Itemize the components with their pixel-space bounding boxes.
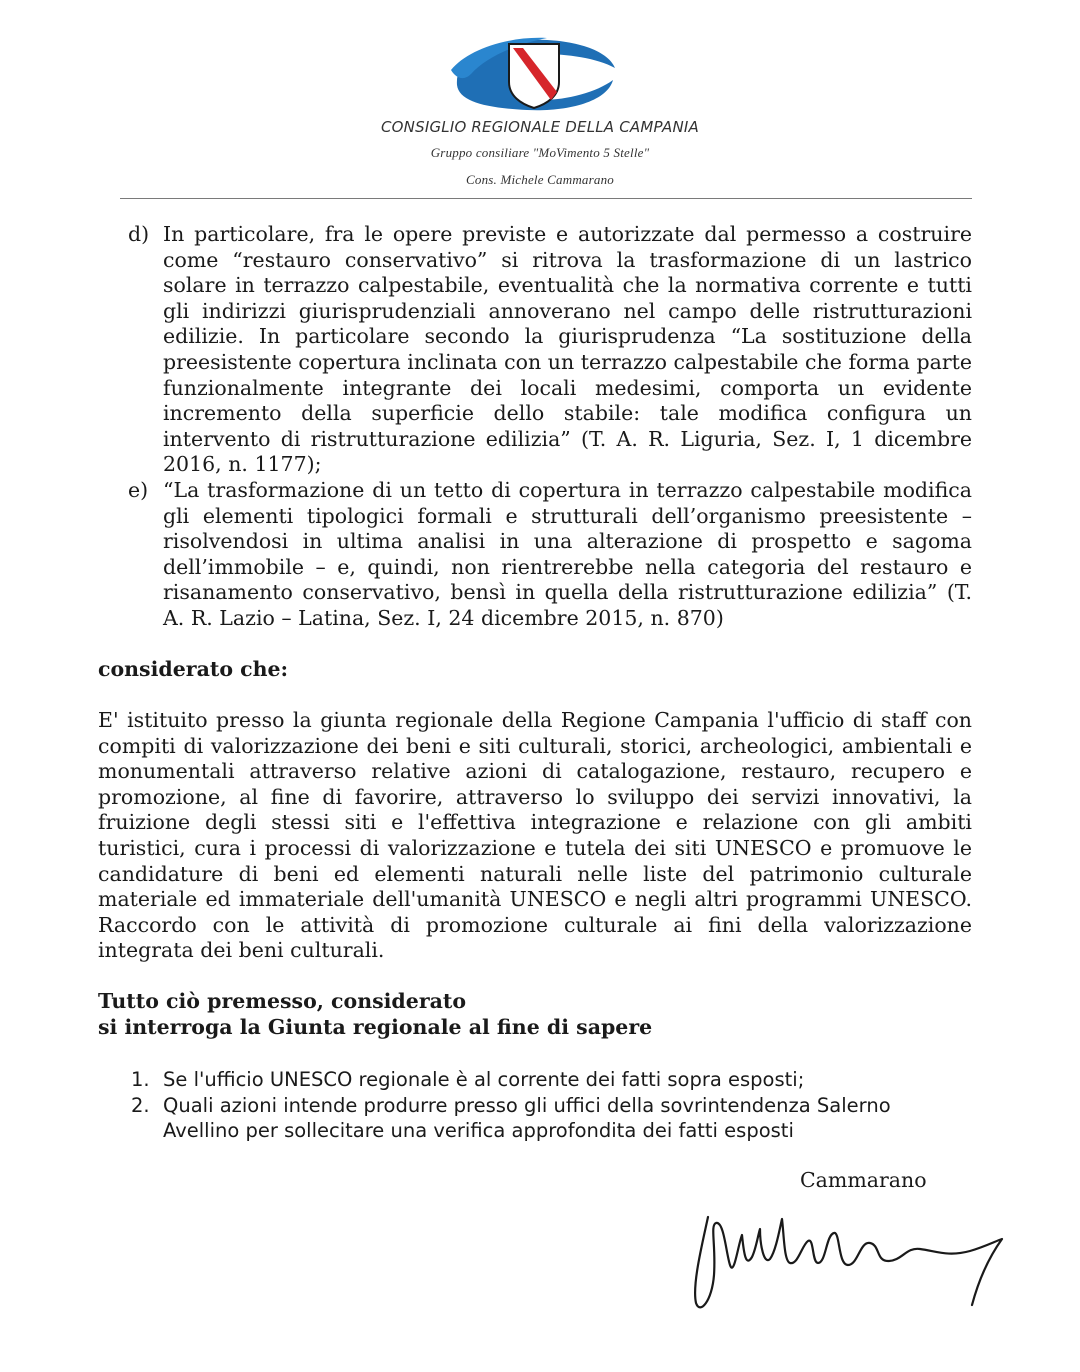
list-marker: d) <box>128 222 150 246</box>
question-item <box>98 1067 972 1093</box>
conclusion-line-1: Tutto ciò premesso, considerato <box>98 989 467 1014</box>
signatory-name: Cammarano <box>800 1168 927 1192</box>
considerato-heading: considerato che: <box>98 656 289 681</box>
considerato-paragraph: E' istituito presso la giunta regionale della Regione Campania l'ufficio di staff con compiti di valorizzazione dei beni e siti culturali, storici, archeologici, ambientali e monumentali attraverso relative azioni di catalogazione, restauro, recupero e promozione, al fine di favorire, attraverso lo sviluppo dei servizi innovativi, la fruizione degli stessi siti e l'effettiva integrazione e relazione con gli ambiti turistici, cura i processi di valorizzazione e tutela dei siti UNESCO e promuove le candidature di beni ed elementi naturali nelle liste del patrimonio culturale materiale ed immateriale dell'umanità UNESCO e negli altri programmi UNESCO. Raccordo con le attività di promozione culturale ai fini della valorizzazione integrata dei beni culturali. <box>98 708 972 963</box>
campania-region-emblem-icon <box>447 30 619 112</box>
document-body <box>98 222 972 1144</box>
councillor-name: Cons. Michele Cammarano <box>466 172 614 187</box>
list-item-e <box>98 478 972 632</box>
list-item-text: “La trasformazione di un tetto di copertura in terrazzo calpestabile modifica gli elementi tipologici formali e strutturali dell’organismo preesistente – risolvendosi in ultima analisi in una alterazione di prospetto e sagoma dell’immobile – e, quindi, non rientrerebbe nella categoria del restauro e risanamento conservativo, bensì in quella della ristrutturazione edilizia” (T. A. R. Lazio – Latina, Sez. I, 24 dicembre 2015, n. 870) <box>163 477 972 630</box>
question-number: 1. <box>131 1068 150 1092</box>
list-item-d <box>98 222 972 478</box>
letterhead <box>0 0 1080 200</box>
handwritten-signature <box>680 1205 1010 1320</box>
list-marker: e) <box>128 477 149 502</box>
list-item-text: In particolare, fra le opere previste e autorizzate dal permesso a costruire come “restauro conservativo” si ritrova la trasformazione di un lastrico solare in terrazzo calpestabile, eventualità che la normativa corrente e tutti gli indirizzi giurisprudenziali annoverano nel campo delle ristrutturazioni edilizie. In particolare secondo la giurisprudenza “La sostituzione della preesistente copertura inclinata con un terrazzo calpestabile che forma parte funzionalmente integrante dei locali medesimi, comporta un evidente incremento della superficie dello stabile: tale modifica configura un intervento di ristrutturazione edilizia” (T. A. R. Liguria, Sez. I, 1 dicembre 2016, n. 1177); <box>163 222 972 477</box>
council-name: CONSIGLIO REGIONALE DELLA CAMPANIA <box>381 118 699 136</box>
questions-list <box>98 1067 972 1144</box>
header-divider <box>120 198 972 199</box>
question-text: Se l'ufficio UNESCO regionale è al corrente dei fatti sopra esposti; <box>163 1068 805 1092</box>
conclusion-block <box>98 989 972 1040</box>
conclusion-line-2: si interroga la Giunta regionale al fine di sapere <box>98 1014 653 1039</box>
council-group: Gruppo consiliare "MoVimento 5 Stelle" <box>430 145 650 160</box>
question-item <box>98 1093 972 1144</box>
question-text: Quali azioni intende produrre presso gli uffici della sovrintendenza Salerno Avellino per sollecitare una verifica approfondita dei fatti esposti <box>163 1093 891 1143</box>
question-number: 2. <box>131 1093 150 1117</box>
